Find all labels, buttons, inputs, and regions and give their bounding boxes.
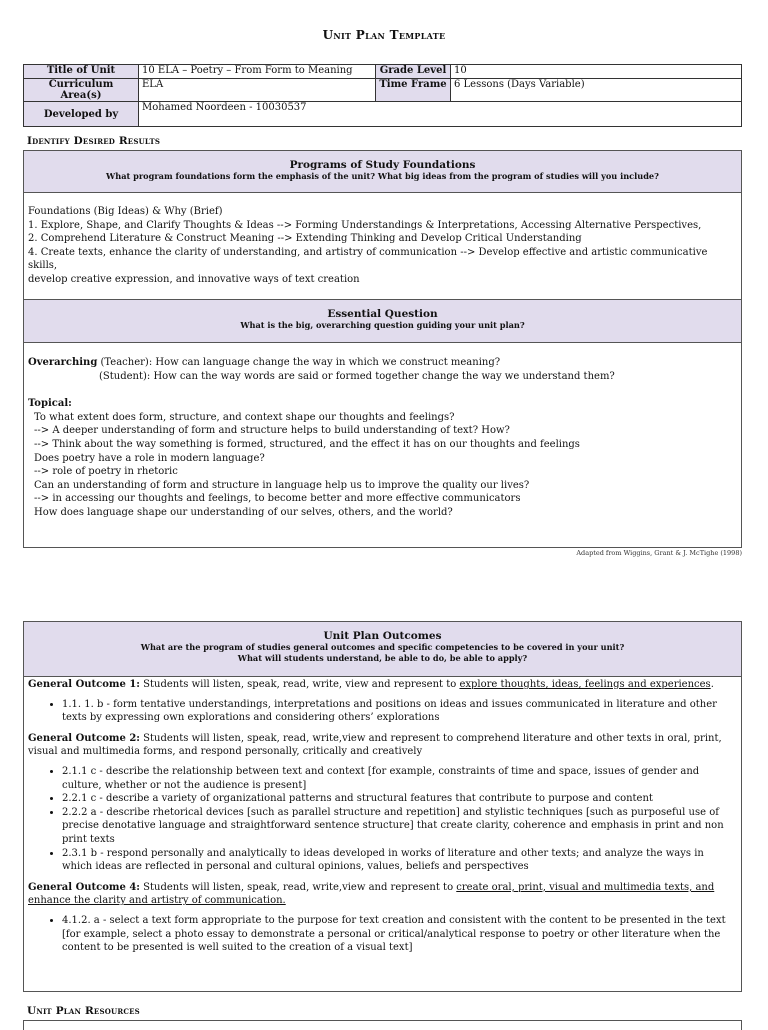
programs-of-study-subtitle: What program foundations form the emphasis of the unit? What big ideas from the program of studies will you include?: [106, 171, 659, 181]
go2-label: General Outcome 2:: [28, 732, 140, 744]
resources-box: [23, 1020, 742, 1030]
go4-bullets: [28, 914, 737, 955]
essential-question-box: [23, 299, 742, 548]
go4-text: Students will listen, speak, read, write,view and represent to: [140, 881, 457, 893]
essential-question-content: [24, 343, 741, 520]
outcome-bullet: • 2.2.2 a - describe rhetorical devices [such as parallel structure and repetition] and stylistic techniques [such as purposeful use of precise denotative language and straightforward sentence structure] that create clarity, coherence and emphasis in print and non print texts: [62, 806, 737, 847]
general-outcome-1: [28, 678, 737, 692]
developer-value: Mohamed Noordeen - 10030537: [139, 102, 742, 127]
outcomes-title: Unit Plan Outcomes: [323, 630, 442, 642]
topical-line: --> in accessing our thoughts and feelings, to become better and more effective communicators: [34, 493, 521, 505]
timeframe-value: 6 Lessons (Days Variable): [451, 79, 742, 102]
essential-question-title: Essential Question: [327, 308, 438, 320]
go1-bullets: [28, 698, 737, 725]
programs-of-study-title: Programs of Study Foundations: [289, 159, 476, 171]
general-outcome-4: [28, 881, 737, 908]
overarching-label: Overarching: [28, 357, 98, 368]
outcomes-header: [24, 622, 741, 677]
curriculum-value: ELA: [139, 79, 376, 102]
student-question: (Student): How can the way words are said or formed together change the way we understand them?: [99, 370, 615, 382]
outcomes-subtitle-2: What will students understand, be able to do, be able to apply?: [237, 653, 528, 663]
programs-of-study-box: [23, 150, 742, 300]
outcome-bullet: • 2.2.1 c - describe a variety of organizational patterns and structural features that contribute to purpose and content: [62, 792, 737, 806]
outcomes-subtitle-1: What are the program of studies general outcomes and specific competencies to be covered in your unit?: [140, 642, 625, 652]
topical-line: --> role of poetry in rhetoric: [34, 466, 178, 478]
topical-line: To what extent does form, structure, and context shape our thoughts and feelings?: [34, 411, 455, 423]
topical-line: --> Think about the way something is formed, structured, and the effect it has on our thoughts and feelings: [34, 438, 580, 450]
outcomes-content: [24, 677, 741, 955]
outcome-bullet: • 2.3.1 b - respond personally and analytically to ideas developed in works of literature and other texts; and analyze the ways in which ideas are reflected in personal and cultural opinions, values, beliefs and perspectives: [62, 847, 737, 874]
foundations-line: develop creative expression, and innovative ways of text creation: [28, 273, 360, 285]
section-heading-resources: Unit Plan Resources: [27, 1005, 140, 1017]
unit-plan-outcomes-box: [23, 621, 742, 992]
title-label: Title of Unit: [24, 65, 139, 79]
essential-question-subtitle: What is the big, overarching question guiding your unit plan?: [240, 320, 525, 330]
outcome-bullet: • 1.1. 1. b - form tentative understandings, interpretations and positions on ideas and issues communicated in literature and other texts by expressing own explorations and considering others’ explorations: [62, 698, 737, 725]
go4-label: General Outcome 4:: [28, 881, 140, 893]
teacher-question: (Teacher): How can language change the way in which we construct meaning?: [97, 357, 501, 368]
go1-label: General Outcome 1:: [28, 679, 140, 690]
page-title: Unit Plan Template: [322, 28, 446, 42]
section-heading-desired-results: Identify Desired Results: [27, 135, 161, 147]
developer-label: Developed by: [24, 102, 139, 127]
grade-value: 10: [451, 65, 742, 79]
foundations-line: 4. Create texts, enhance the clarity of understanding, and artistry of communication --> Develop effective and artistic communicative skills,: [28, 246, 708, 272]
topical-line: How does language shape our understanding of our selves, others, and the world?: [34, 506, 453, 518]
outcome-bullet: • 2.1.1 c - describe the relationship between text and context [for example, constraints of time and space, issues of gender and culture, whether or not the audience is present]: [62, 765, 737, 792]
programs-of-study-header: [24, 151, 741, 193]
timeframe-label: Time Frame: [376, 79, 451, 102]
go2-bullets: [28, 765, 737, 874]
source-credit: Adapted from Wiggins, Grant & J. McTighe (1998): [576, 549, 742, 557]
topical-line: Can an understanding of form and structure in language help us to improve the quality our lives?: [34, 479, 530, 491]
overarching-teacher-line: [28, 356, 737, 370]
outcome-bullet: • 4.1.2. a - select a text form appropriate to the purpose for text creation and consistent with the content to be presented in the text [for example, select a photo essay to demonstrate a personal or critical/analytical response to poetry or other literature when the content to be presented is well suited to the creation of a visual text]: [62, 914, 737, 955]
go1-emphasis: explore thoughts, ideas, feelings and experiences: [459, 679, 711, 690]
title-value: 10 ELA – Poetry – From Form to Meaning: [139, 65, 376, 79]
unit-info-table: [23, 64, 742, 127]
go1-text: Students will listen, speak, read, write, view and represent to: [140, 679, 460, 690]
topical-line: --> A deeper understanding of form and structure helps to build understanding of text? How?: [34, 425, 510, 437]
curriculum-label: Curriculum Area(s): [24, 79, 139, 102]
go1-end: .: [710, 679, 714, 690]
foundations-line: 1. Explore, Shape, and Clarify Thoughts & Ideas --> Forming Understandings & Interpretations, Accessing Alternative Perspectives,: [28, 219, 702, 231]
foundations-line: 2. Comprehend Literature & Construct Meaning --> Extending Thinking and Develop Critical Understanding: [28, 233, 582, 245]
programs-of-study-content: [24, 193, 741, 287]
go4-emphasis: create oral, print, visual and multimedia texts, and enhance the clarity and artistry of communication.: [28, 881, 715, 907]
topical-line: Does poetry have a role in modern language?: [34, 452, 265, 464]
topical-list: [28, 411, 737, 520]
essential-question-header: [24, 300, 741, 343]
general-outcome-2: [28, 732, 737, 759]
go2-text: Students will listen, speak, read, write,view and represent to comprehend literature and other texts in oral, print, visual and multimedia forms, and respond personally, critically and creatively: [28, 732, 722, 758]
topical-label: Topical:: [28, 398, 72, 410]
foundations-line: Foundations (Big Ideas) & Why (Brief): [28, 206, 223, 217]
grade-label: Grade Level: [376, 65, 451, 79]
